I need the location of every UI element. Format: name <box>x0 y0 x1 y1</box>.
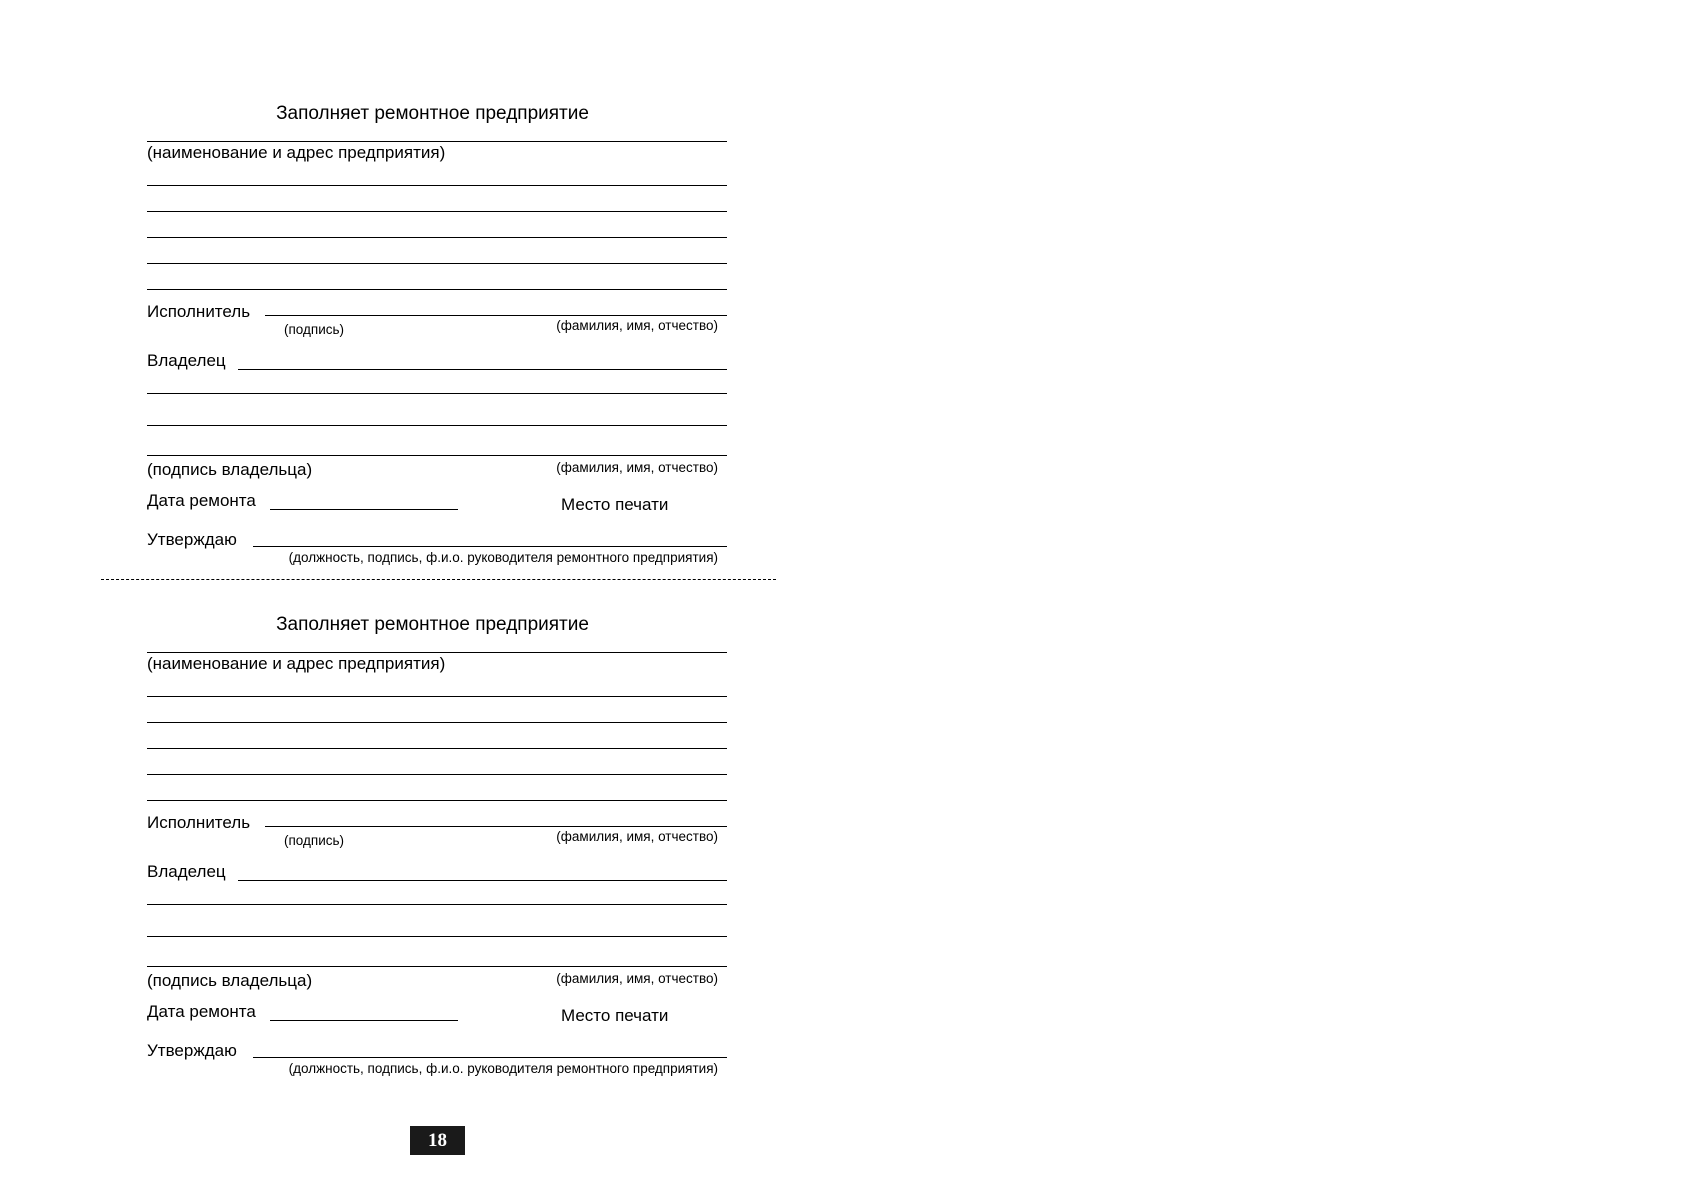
address-line-5[interactable] <box>147 289 727 290</box>
executor-fio-caption: (фамилия, имя, отчество) <box>556 829 718 844</box>
owner-line-4[interactable] <box>147 966 727 967</box>
owner-line-4[interactable] <box>147 455 727 456</box>
executor-signature-caption: (подпись) <box>284 322 345 337</box>
approve-caption: (должность, подпись, ф.и.о. руководителя ремонтного предприятия) <box>288 1061 718 1076</box>
owner-signature-caption: (подпись владельца) <box>147 460 313 479</box>
enterprise-caption: (наименование и адрес предприятия) <box>147 143 446 162</box>
owner-fio-caption: (фамилия, имя, отчество) <box>556 971 718 986</box>
repair-date-field[interactable] <box>270 1020 458 1021</box>
form-title: Заполняет ремонтное предприятие <box>276 614 589 635</box>
enterprise-name-field[interactable] <box>147 141 727 142</box>
address-line-4[interactable] <box>147 263 727 264</box>
owner-fio-caption: (фамилия, имя, отчество) <box>556 460 718 475</box>
approve-caption: (должность, подпись, ф.и.о. руководителя ремонтного предприятия) <box>288 550 718 565</box>
form-title: Заполняет ремонтное предприятие <box>276 103 589 124</box>
cut-line <box>101 579 776 580</box>
address-line-1[interactable] <box>147 185 727 186</box>
owner-line-2[interactable] <box>147 393 727 394</box>
address-line-3[interactable] <box>147 748 727 749</box>
executor-label: Исполнитель <box>147 813 251 832</box>
enterprise-caption: (наименование и адрес предприятия) <box>147 654 446 673</box>
address-line-5[interactable] <box>147 800 727 801</box>
approve-field[interactable] <box>253 1057 727 1058</box>
address-line-4[interactable] <box>147 774 727 775</box>
owner-label: Владелец <box>147 351 226 370</box>
owner-label: Владелец <box>147 862 226 881</box>
executor-field[interactable] <box>265 315 727 316</box>
address-line-3[interactable] <box>147 237 727 238</box>
page-number: 18 <box>410 1126 465 1155</box>
owner-field[interactable] <box>238 369 727 370</box>
address-line-2[interactable] <box>147 211 727 212</box>
approve-field[interactable] <box>253 546 727 547</box>
owner-line-3[interactable] <box>147 425 727 426</box>
owner-line-2[interactable] <box>147 904 727 905</box>
executor-signature-caption: (подпись) <box>284 833 345 848</box>
address-line-2[interactable] <box>147 722 727 723</box>
repair-date-label: Дата ремонта <box>147 491 256 510</box>
approve-label: Утверждаю <box>147 1041 237 1060</box>
repair-date-field[interactable] <box>270 509 458 510</box>
owner-signature-caption: (подпись владельца) <box>147 971 313 990</box>
repair-form-bottom <box>147 615 727 1095</box>
executor-label: Исполнитель <box>147 302 251 321</box>
repair-form-top <box>147 104 727 584</box>
owner-line-3[interactable] <box>147 936 727 937</box>
repair-date-label: Дата ремонта <box>147 1002 256 1021</box>
enterprise-name-field[interactable] <box>147 652 727 653</box>
stamp-place: Место печати <box>561 1006 669 1025</box>
address-line-1[interactable] <box>147 696 727 697</box>
executor-fio-caption: (фамилия, имя, отчество) <box>556 318 718 333</box>
approve-label: Утверждаю <box>147 530 237 549</box>
stamp-place: Место печати <box>561 495 669 514</box>
owner-field[interactable] <box>238 880 727 881</box>
executor-field[interactable] <box>265 826 727 827</box>
